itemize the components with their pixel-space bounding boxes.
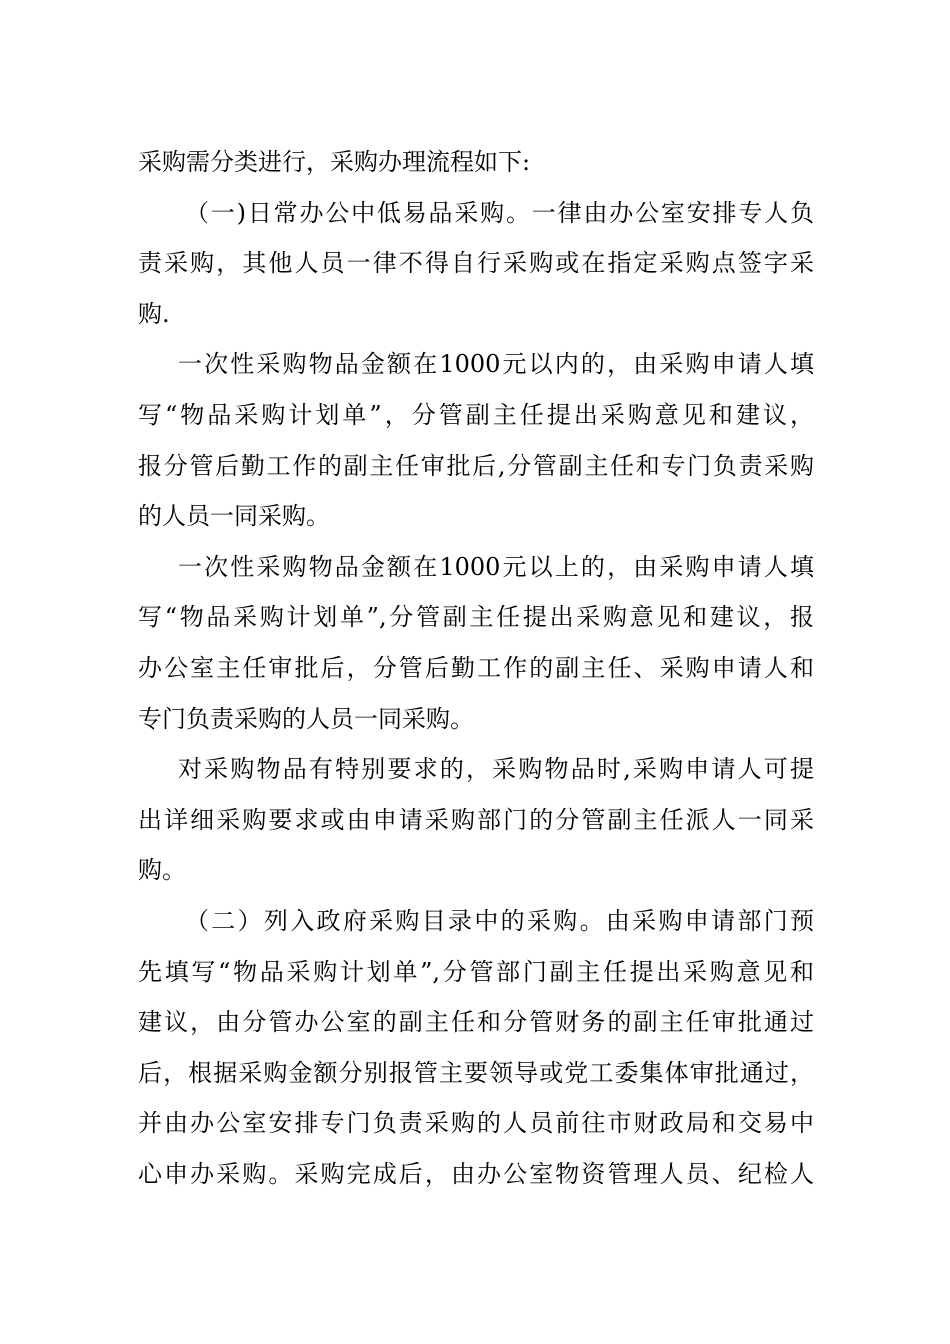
text-line: 对采购物品有特别要求的，采购物品时,采购申请人可提 — [178, 755, 814, 784]
text-line: 责采购，其他人员一律不得自行采购或在指定采购点签字采 — [138, 249, 814, 278]
text-line: （一)日常办公中低易品采购。一律由办公室安排专人负 — [185, 198, 814, 227]
body-text — [138, 137, 814, 1199]
text-line: 购. — [138, 299, 170, 328]
text-line: 购。 — [138, 856, 186, 885]
text-line: 采购需分类进行，采购办理流程如下: — [138, 148, 531, 176]
text-line: 写“物品采购计划单”,分管副主任提出采购意见和建议，报 — [138, 603, 814, 632]
text-line: 报分管后勤工作的副主任审批后,分管副主任和专门负责采购 — [138, 451, 814, 480]
text-line: 后，根据采购金额分别报管主要领导或党工委集体审批通过， — [138, 1058, 814, 1087]
text-line: 专门负责采购的人员一同采购。 — [138, 704, 474, 733]
text-line: 写“物品采购计划单”，分管副主任提出采购意见和建议， — [138, 400, 814, 429]
text-line: 的人员一同采购。 — [138, 502, 330, 531]
text-line: （二）列入政府采购目录中的采购。由采购申请部门预 — [185, 906, 814, 935]
text-line: 办公室主任审批后，分管后勤工作的副主任、采购申请人和 — [138, 653, 814, 682]
text-line: 心申办采购。采购完成后，由办公室物资管理人员、纪检人 — [138, 1159, 814, 1188]
text-line: 建议，由分管办公室的副主任和分管财务的副主任审批通过 — [138, 1008, 814, 1037]
text-line: 并由办公室安排专门负责采购的人员前往市财政局和交易中 — [138, 1109, 814, 1138]
text-line: 一次性采购物品金额在1000元以上的，由采购申请人填 — [178, 552, 814, 581]
text-line: 一次性采购物品金额在1000元以内的，由采购申请人填 — [178, 350, 814, 379]
text-line: 先填写“物品采购计划单”,分管部门副主任提出采购意见和 — [138, 957, 814, 986]
text-line: 出详细采购要求或由申请采购部门的分管副主任派人一同采 — [138, 805, 814, 834]
